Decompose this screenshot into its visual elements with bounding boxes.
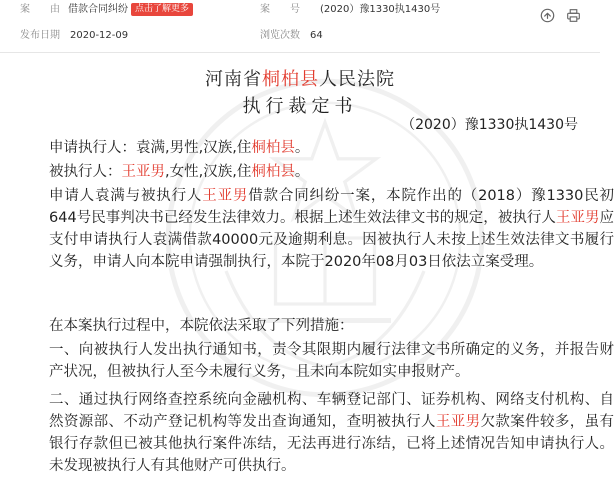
paragraph-case-summary <box>19 185 614 273</box>
court-county: 桐柏县 <box>262 69 319 90</box>
respondent-text: ,女性,汉族,住 <box>165 164 252 180</box>
views-label: 浏览次数 <box>260 30 300 41</box>
summary-part-b: 借款合同纠纷一案，本院作出的（2018）豫1330民初644号民事判决书已经发生法律效力。根据上述生效法律文书的规定，被执行人 <box>49 188 614 226</box>
applicant-line <box>19 137 614 159</box>
views-field <box>260 26 323 46</box>
date-value: 2020-12-09 <box>70 30 129 41</box>
measure-2-name: 王亚男 <box>435 414 481 430</box>
applicant-text: 袁满,男性,汉族,住 <box>136 140 252 156</box>
print-icon[interactable] <box>566 8 581 23</box>
learn-more-button[interactable]: 点击了解更多 <box>131 3 193 16</box>
applicant-place: 桐柏县 <box>251 140 295 156</box>
share-icon[interactable] <box>540 8 555 23</box>
court-name <box>0 65 600 91</box>
summary-name-1: 王亚男 <box>202 188 249 204</box>
number-field <box>260 0 440 20</box>
summary-part-c: 应支付申请执行人袁满借款40000元及逾期利息。因被执行人未按上述生效法律文书履行义务，申请人向本院申请强制执行，本院于2020年08月03日依法立案受理。 <box>49 210 614 270</box>
case-field <box>20 0 193 20</box>
paragraph-measures-intro: 在本案执行过程中，本院依法采取了下列措施： <box>49 318 354 334</box>
respondent-line <box>19 161 614 183</box>
respondent-label: 被执行人： <box>49 164 122 180</box>
case-label: 案 由 <box>20 4 60 15</box>
case-value: 借款合同纠纷 <box>68 4 128 15</box>
summary-part-a: 申请人袁满与被执行人 <box>49 188 203 204</box>
court-suffix: 人民法院 <box>319 69 395 90</box>
views-value: 64 <box>310 30 323 41</box>
measure-2-part-a: 二、通过执行网络查控系统向金融机构、车辆登记部门、证券机构、网络支付机构、自然资源部、不动产登记机构等发出查询通知，查明被执行人 <box>49 392 614 430</box>
case-meta-bar <box>0 0 600 48</box>
document-title: 执行裁定书 <box>242 96 358 117</box>
measure-2-part-b: 欠款案件较多，虽有银行存款但已被其他执行案件冻结，无法再进行冻结，已将上述情况告知申请执行人。未发现被执行人有其他财产可供执行。 <box>49 414 614 474</box>
number-value: (2020）豫1330执1430号 <box>320 4 441 15</box>
respondent-end: 。 <box>294 164 310 180</box>
date-label: 发布日期 <box>20 30 60 41</box>
summary-name-2: 王亚男 <box>555 210 600 226</box>
applicant-label: 申请执行人： <box>49 140 136 156</box>
judgment-document <box>0 53 614 483</box>
document-case-number: （2020）豫1330执1430号 <box>401 117 578 133</box>
applicant-end: 。 <box>294 140 310 156</box>
respondent-name: 王亚男 <box>121 164 165 180</box>
number-label: 案 号 <box>260 4 300 15</box>
paragraph-measure-2 <box>19 389 614 477</box>
paragraph-measure-1: 一、向被执行人发出执行通知书，责令其限期内履行法律文书所确定的义务，并报告财产状况，但被执行人至今未履行义务，且未向本院如实申报财产。 <box>49 342 614 380</box>
respondent-place: 桐柏县 <box>251 164 295 180</box>
court-prefix: 河南省 <box>205 69 262 90</box>
date-field <box>20 26 128 46</box>
